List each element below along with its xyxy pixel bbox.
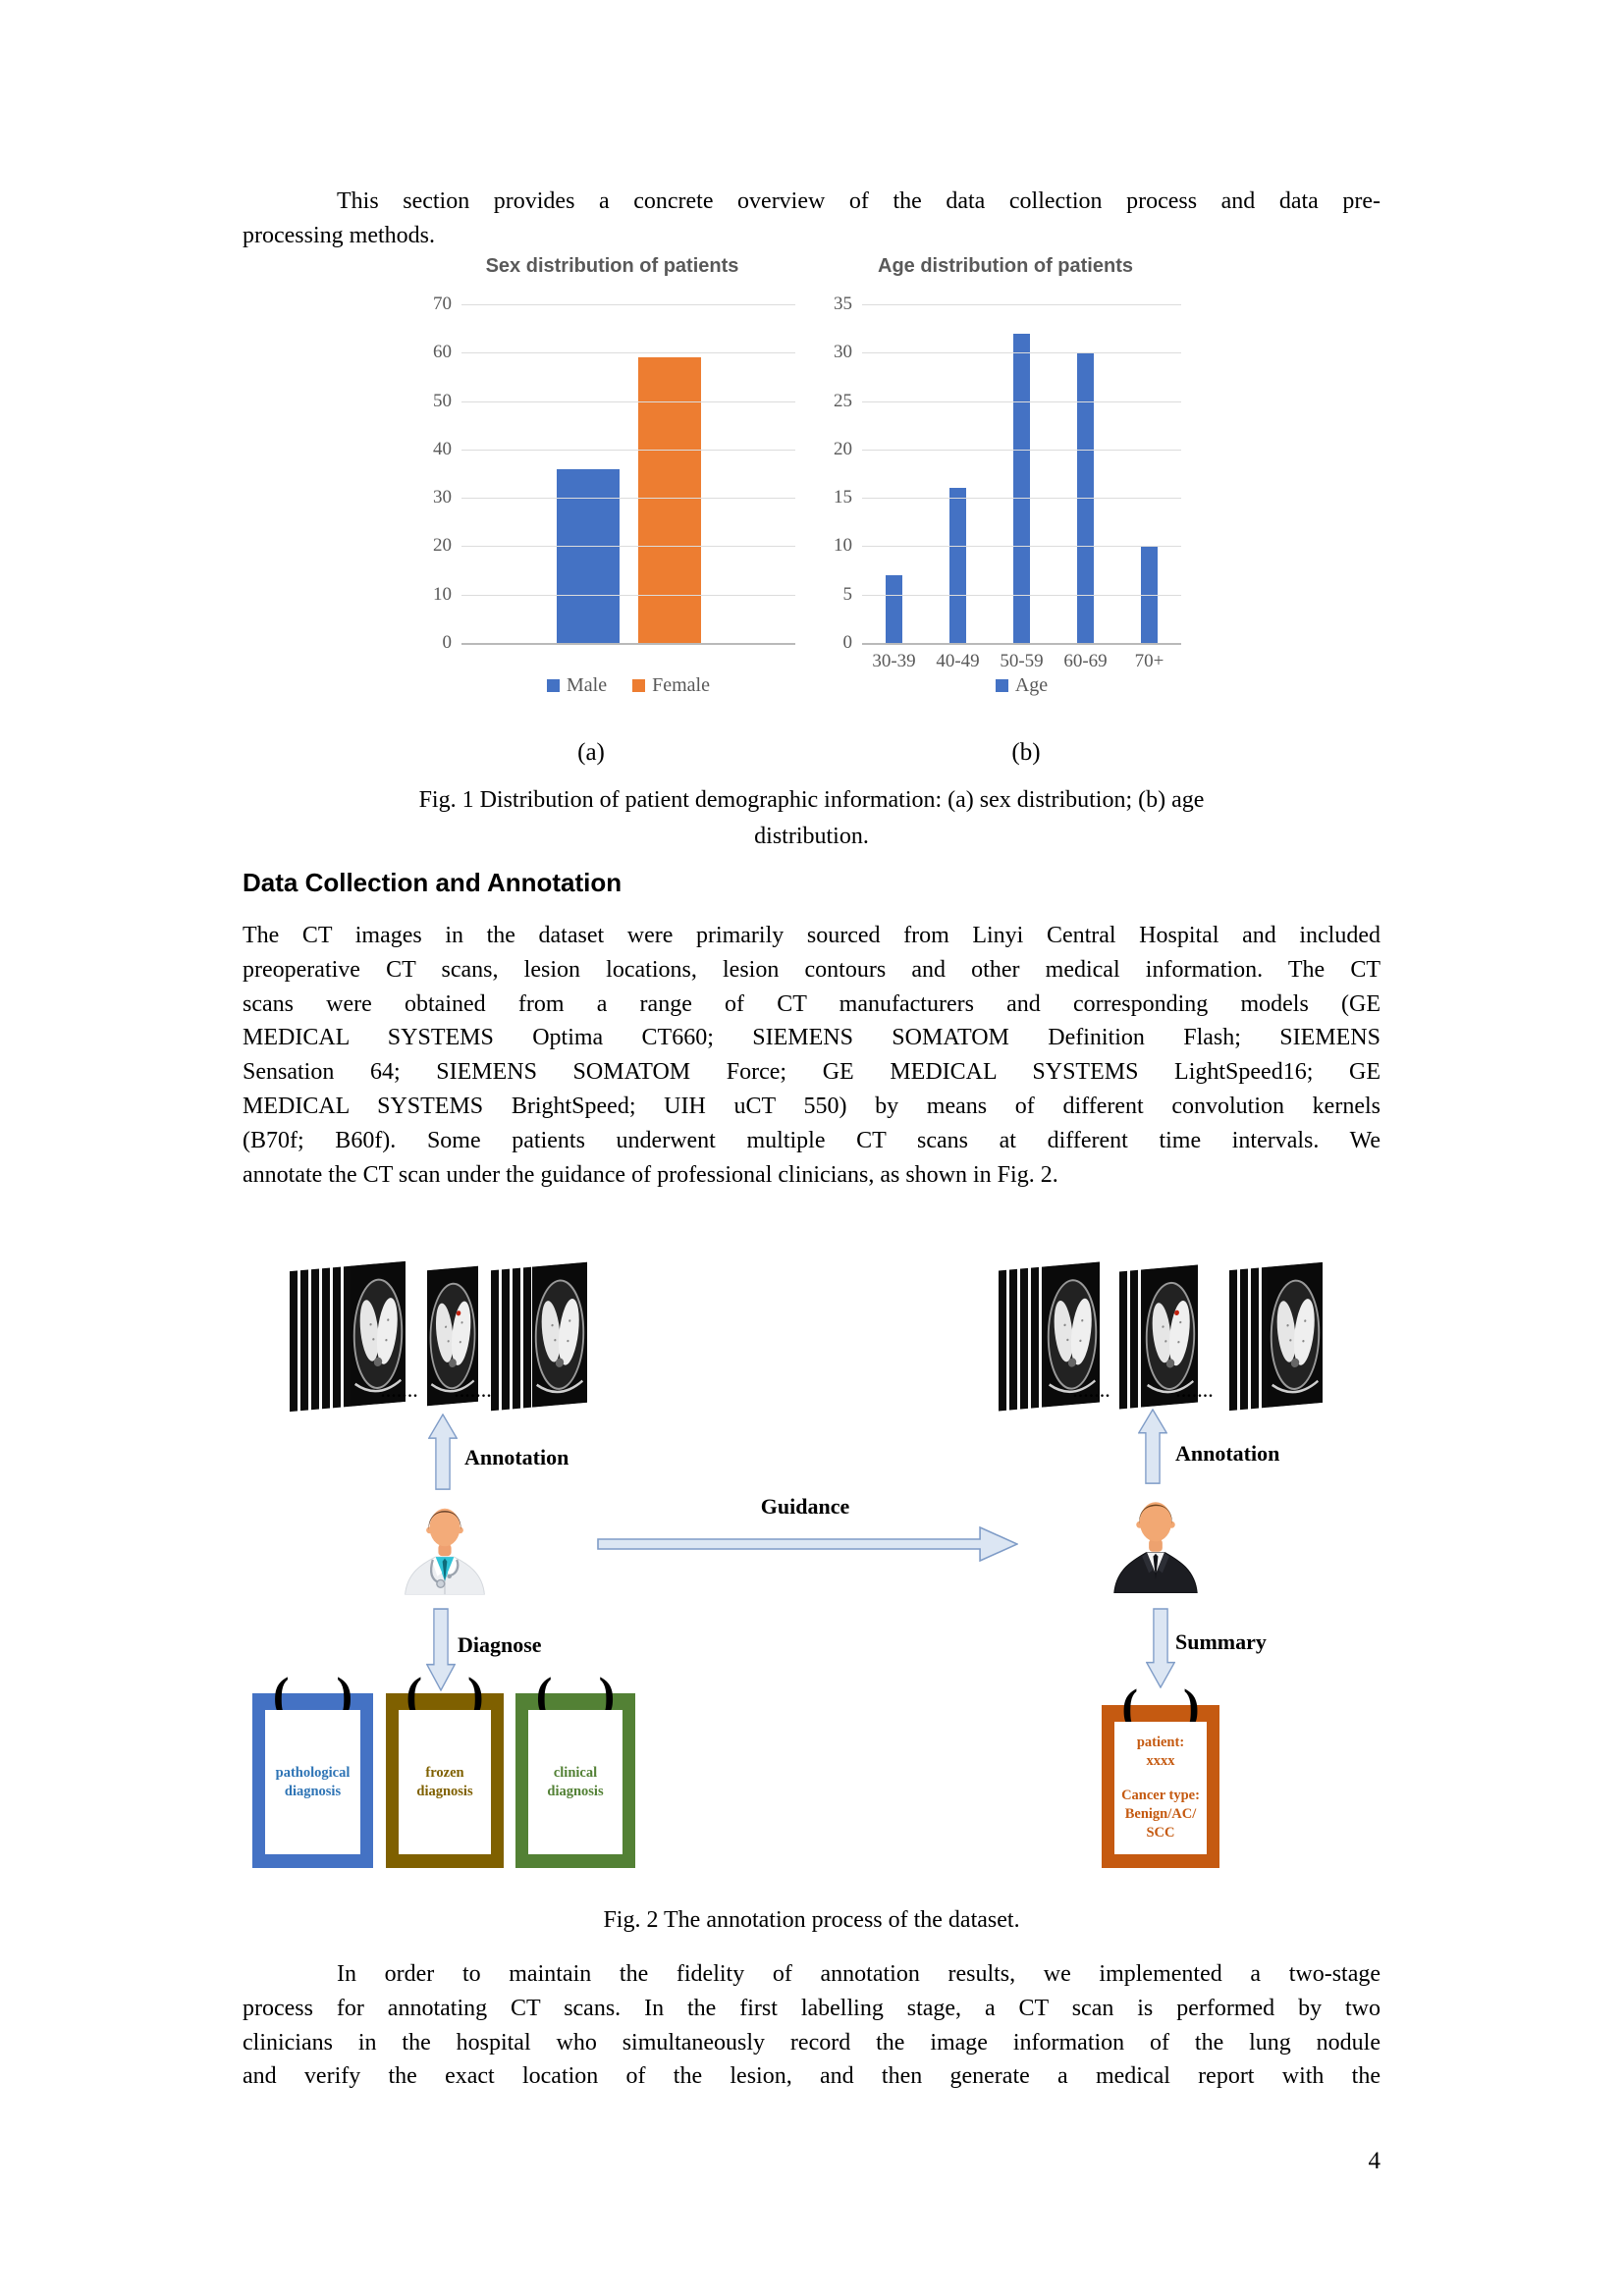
ellipsis-dots: .......	[1176, 1384, 1215, 1401]
ct-image-icon	[532, 1262, 587, 1408]
clipboard-line: diagnosis	[547, 1783, 604, 1799]
paragraph-line: (B70f; B60f). Some patients underwent multiple CT scans at different time intervals. We	[243, 1127, 1380, 1153]
figure2-diagram	[157, 1227, 1473, 1883]
ct-slices	[290, 1266, 351, 1412]
x-tick-label: 70+	[1134, 651, 1164, 671]
guidance-label: Guidance	[760, 1494, 850, 1519]
ct-scan-stack	[491, 1262, 587, 1412]
caption-line: Fig. 1 Distribution of patient demographic information: (a) sex distribution; (b) age	[418, 787, 1205, 813]
chart-title: Sex distribution of patients	[485, 255, 739, 277]
paragraph-line: The CT images in the dataset were primarily sourced from Linyi Central Hospital and included	[243, 923, 1380, 948]
legend-label: Age	[1014, 674, 1049, 696]
y-tick-label: 60	[433, 342, 452, 363]
gridline	[862, 546, 1181, 547]
y-axis	[830, 294, 862, 653]
gridline	[862, 643, 1181, 645]
chart-title: Age distribution of patients	[878, 255, 1133, 277]
legend-item	[632, 674, 710, 697]
gridline	[862, 498, 1181, 499]
age-distribution-chart	[830, 251, 1181, 697]
clipboard-line: xxxx	[1146, 1753, 1175, 1769]
y-tick-label: 0	[842, 632, 852, 653]
y-tick-label: 10	[834, 535, 852, 557]
y-tick-label: 10	[433, 583, 452, 605]
legend-swatch	[547, 679, 560, 692]
gridline	[461, 498, 795, 499]
figure1-caption	[243, 782, 1380, 855]
gridline	[461, 546, 795, 547]
ct-slices	[1119, 1269, 1143, 1409]
ct-scan-stack	[1229, 1262, 1323, 1411]
legend-item	[996, 674, 1048, 697]
clipboard-paper	[1114, 1722, 1207, 1854]
clinician-doctor-icon	[399, 1490, 491, 1596]
clipboard-line: diagnosis	[284, 1783, 342, 1799]
ct-image-icon	[1268, 1262, 1323, 1408]
fidelity-paragraph	[243, 1957, 1380, 2094]
y-tick-label: 70	[433, 294, 452, 314]
clipboard-frozen-diagnosis	[386, 1693, 504, 1868]
gridline	[862, 450, 1181, 451]
intro-paragraph	[243, 185, 1380, 253]
page-number: 4	[1368, 2148, 1380, 2174]
paragraph-line: preoperative CT scans, lesion locations, lesion contours and other medical information. The CT	[243, 956, 1380, 983]
gridline	[862, 304, 1181, 305]
clipboard-paper	[265, 1710, 360, 1854]
clipboard-line: patient:	[1136, 1735, 1185, 1750]
y-tick-label: 20	[433, 535, 452, 557]
clipboard-patient-summary	[1102, 1705, 1219, 1868]
paragraph-line: MEDICAL SYSTEMS Optima CT660; SIEMENS SOMATOM Definition Flash; SIEMENS	[243, 1025, 1380, 1051]
bar	[557, 469, 620, 643]
clipboard-line: Cancer type:	[1121, 1788, 1200, 1803]
guidance-right-arrow-icon	[597, 1526, 1018, 1562]
summary-down-arrow-icon	[1146, 1608, 1175, 1688]
paragraph-line: In order to maintain the fidelity of annotation results, we implemented a two-stage	[337, 1961, 1380, 1987]
y-tick-label: 30	[433, 487, 452, 508]
clipboard-line: frozen	[425, 1764, 464, 1781]
caption-line: distribution.	[754, 824, 869, 849]
x-tick-label: 40-49	[936, 651, 980, 671]
ct-slices	[491, 1267, 532, 1412]
y-tick-label: 40	[433, 438, 452, 459]
paragraph-line: Sensation 64; SIEMENS SOMATOM Force; GE MEDICAL SYSTEMS LightSpeed16; GE	[243, 1059, 1380, 1086]
legend-item	[547, 674, 607, 697]
data-collection-paragraph	[243, 919, 1380, 1192]
y-tick-label: 0	[442, 632, 452, 653]
chart-legend	[461, 674, 795, 697]
annotation-label: Annotation	[464, 1445, 569, 1469]
gridline	[461, 450, 795, 451]
legend-swatch	[996, 679, 1008, 692]
clipboard-pathological-diagnosis	[252, 1693, 373, 1868]
x-tick-label: 30-39	[872, 651, 916, 671]
ellipsis-dots: .......	[1073, 1384, 1111, 1401]
gridline	[461, 643, 795, 645]
figure2-caption	[243, 1902, 1380, 1939]
diagnose-down-arrow-icon	[426, 1608, 456, 1691]
clipboard-paper	[399, 1710, 491, 1854]
ellipsis-dots: .......	[381, 1384, 419, 1401]
y-tick-label: 15	[834, 487, 852, 508]
y-tick-label: 50	[433, 390, 452, 411]
subfigure-label-b: (b)	[1011, 739, 1041, 766]
plot-area	[862, 304, 1181, 643]
bar	[949, 488, 966, 643]
annotation-up-arrow-icon	[1138, 1409, 1167, 1484]
legend-swatch	[632, 679, 645, 692]
sex-distribution-chart	[429, 251, 795, 697]
clipboard-line: Benign/AC/	[1124, 1806, 1197, 1822]
paragraph-line: and verify the exact location of the lesion, and then generate a medical report with the	[243, 2063, 1380, 2090]
plot-area	[461, 304, 795, 643]
annotation-up-arrow-icon	[428, 1414, 458, 1490]
paragraph-line: process for annotating CT scans. In the first labelling stage, a CT scan is performed by two	[243, 1995, 1380, 2021]
summary-label: Summary	[1175, 1629, 1267, 1654]
chart-legend	[862, 674, 1181, 697]
gridline	[862, 595, 1181, 596]
gridline	[461, 401, 795, 402]
paragraph-line: processing methods.	[243, 222, 435, 248]
clipboard-line	[1121, 1771, 1200, 1787]
clipboard-line: SCC	[1146, 1825, 1175, 1841]
y-tick-label: 35	[834, 294, 852, 314]
gridline	[862, 352, 1181, 353]
subfigure-label-a: (a)	[577, 739, 605, 766]
x-tick-label: 60-69	[1063, 651, 1108, 671]
clinician-suit-icon	[1107, 1485, 1205, 1593]
legend-label: Female	[652, 674, 710, 696]
ellipsis-dots: .......	[455, 1384, 493, 1401]
paragraph-line: clinicians in the hospital who simultaneously record the image information of the lung nodule	[243, 2029, 1380, 2056]
x-tick-label: 50-59	[1000, 651, 1044, 671]
paragraph-line: scans were obtained from a range of CT manufacturers and corresponding models (GE	[243, 990, 1380, 1017]
y-axis	[429, 294, 461, 653]
clipboard-clinical-diagnosis	[515, 1693, 635, 1868]
paragraph-line: This section provides a concrete overview of the data collection process and data pre-	[337, 188, 1380, 214]
clipboard-line: diagnosis	[416, 1783, 473, 1799]
clipboard-line: pathological	[275, 1764, 351, 1781]
clipboard-paper	[528, 1710, 623, 1854]
paragraph-line: MEDICAL SYSTEMS BrightSpeed; UIH uCT 550) by means of different convolution kernels	[243, 1093, 1380, 1119]
gridline	[461, 595, 795, 596]
y-tick-label: 20	[834, 438, 852, 459]
gridline	[461, 304, 795, 305]
bar	[886, 575, 902, 643]
x-axis	[862, 643, 1181, 672]
caption-line: Fig. 2 The annotation process of the dataset.	[603, 1907, 1020, 1933]
ct-slices	[999, 1266, 1045, 1411]
legend-label: Male	[567, 674, 608, 696]
paragraph-line: annotate the CT scan under the guidance of professional clinicians, as shown in Fig. 2.	[243, 1161, 1058, 1188]
section-heading: Data Collection and Annotation	[243, 868, 623, 897]
gridline	[862, 401, 1181, 402]
bar	[1013, 334, 1030, 643]
clipboard-line: clinical	[553, 1764, 598, 1781]
gridline	[461, 352, 795, 353]
annotation-label: Annotation	[1175, 1441, 1280, 1466]
ct-slices	[1229, 1267, 1268, 1411]
diagnose-label: Diagnose	[458, 1632, 542, 1657]
y-tick-label: 30	[834, 342, 852, 363]
y-tick-label: 5	[842, 583, 852, 605]
y-tick-label: 25	[834, 390, 852, 411]
